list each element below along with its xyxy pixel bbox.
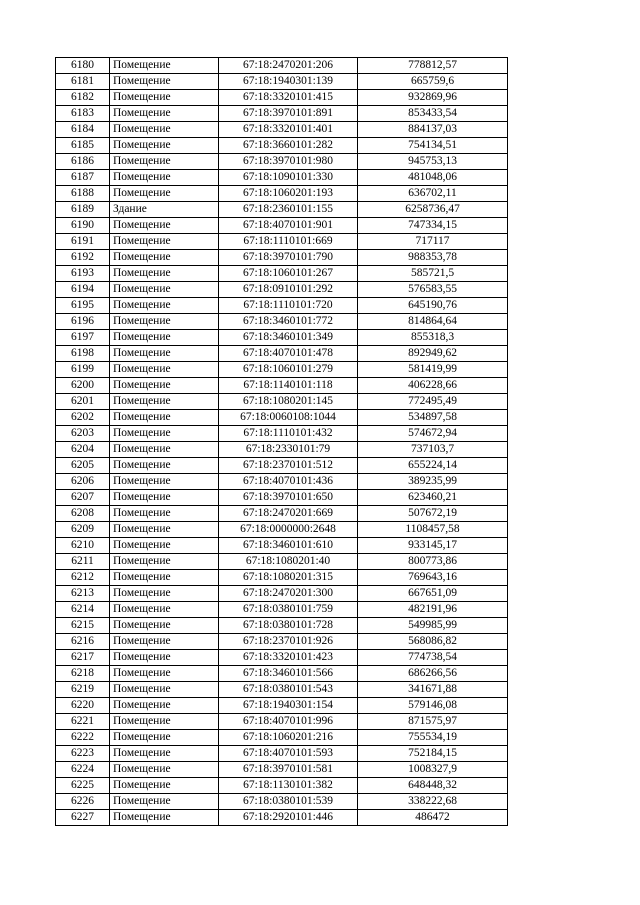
object-type-cell: Помещение: [110, 362, 219, 378]
row-number-cell: 6220: [56, 698, 110, 714]
table-row: [56, 458, 508, 474]
row-number-cell: 6227: [56, 810, 110, 826]
row-number-cell: 6200: [56, 378, 110, 394]
table-row: [56, 154, 508, 170]
row-number-cell: 6210: [56, 538, 110, 554]
value-cell: 1008327,9: [358, 762, 508, 778]
value-cell: 754134,51: [358, 138, 508, 154]
object-type-cell: Помещение: [110, 762, 219, 778]
value-cell: 406228,66: [358, 378, 508, 394]
table-row: [56, 234, 508, 250]
object-type-cell: Помещение: [110, 346, 219, 362]
value-cell: 747334,15: [358, 218, 508, 234]
row-number-cell: 6215: [56, 618, 110, 634]
row-number-cell: 6225: [56, 778, 110, 794]
cadastral-number-cell: 67:18:4070101:478: [219, 346, 358, 362]
row-number-cell: 6224: [56, 762, 110, 778]
row-number-cell: 6184: [56, 122, 110, 138]
table-row: [56, 538, 508, 554]
table-row: [56, 282, 508, 298]
row-number-cell: 6202: [56, 410, 110, 426]
cadastral-number-cell: 67:18:3320101:401: [219, 122, 358, 138]
value-cell: 814864,64: [358, 314, 508, 330]
cadastral-number-cell: 67:18:2370101:926: [219, 634, 358, 650]
cadastral-number-cell: 67:18:1110101:720: [219, 298, 358, 314]
table-row: [56, 810, 508, 826]
table-row: [56, 58, 508, 74]
row-number-cell: 6191: [56, 234, 110, 250]
table-row: [56, 618, 508, 634]
table-row: [56, 74, 508, 90]
object-type-cell: Помещение: [110, 426, 219, 442]
object-type-cell: Помещение: [110, 522, 219, 538]
object-type-cell: Здание: [110, 202, 219, 218]
table-row: [56, 394, 508, 410]
object-type-cell: Помещение: [110, 410, 219, 426]
cadastral-number-cell: 67:18:3460101:610: [219, 538, 358, 554]
table-row: [56, 410, 508, 426]
object-type-cell: Помещение: [110, 298, 219, 314]
row-number-cell: 6193: [56, 266, 110, 282]
cadastral-number-cell: 67:18:0380101:728: [219, 618, 358, 634]
table-body: [56, 58, 508, 826]
table-row: [56, 570, 508, 586]
value-cell: 778812,57: [358, 58, 508, 74]
cadastral-number-cell: 67:18:2470201:206: [219, 58, 358, 74]
row-number-cell: 6194: [56, 282, 110, 298]
row-number-cell: 6198: [56, 346, 110, 362]
value-cell: 507672,19: [358, 506, 508, 522]
table-row: [56, 586, 508, 602]
object-type-cell: Помещение: [110, 266, 219, 282]
table-row: [56, 266, 508, 282]
object-type-cell: Помещение: [110, 506, 219, 522]
value-cell: 755534,19: [358, 730, 508, 746]
table-row: [56, 666, 508, 682]
row-number-cell: 6207: [56, 490, 110, 506]
row-number-cell: 6201: [56, 394, 110, 410]
cadastral-number-cell: 67:18:3460101:566: [219, 666, 358, 682]
value-cell: 486472: [358, 810, 508, 826]
cadastral-number-cell: 67:18:3970101:980: [219, 154, 358, 170]
cadastral-number-cell: 67:18:3320101:423: [219, 650, 358, 666]
object-type-cell: Помещение: [110, 746, 219, 762]
table-row: [56, 106, 508, 122]
object-type-cell: Помещение: [110, 170, 219, 186]
cadastral-number-cell: 67:18:1060201:193: [219, 186, 358, 202]
row-number-cell: 6214: [56, 602, 110, 618]
value-cell: 737103,7: [358, 442, 508, 458]
cadastral-number-cell: 67:18:1080201:315: [219, 570, 358, 586]
object-type-cell: Помещение: [110, 218, 219, 234]
object-type-cell: Помещение: [110, 154, 219, 170]
cadastral-number-cell: 67:18:0380101:759: [219, 602, 358, 618]
cadastral-number-cell: 67:18:1130101:382: [219, 778, 358, 794]
cadastral-number-cell: 67:18:3970101:581: [219, 762, 358, 778]
cadastral-number-cell: 67:18:1080201:145: [219, 394, 358, 410]
value-cell: 800773,86: [358, 554, 508, 570]
row-number-cell: 6187: [56, 170, 110, 186]
table-row: [56, 138, 508, 154]
value-cell: 568086,82: [358, 634, 508, 650]
table-row: [56, 122, 508, 138]
row-number-cell: 6209: [56, 522, 110, 538]
table-row: [56, 298, 508, 314]
value-cell: 853433,54: [358, 106, 508, 122]
value-cell: 774738,54: [358, 650, 508, 666]
value-cell: 1108457,58: [358, 522, 508, 538]
object-type-cell: Помещение: [110, 650, 219, 666]
value-cell: 686266,56: [358, 666, 508, 682]
value-cell: 338222,68: [358, 794, 508, 810]
row-number-cell: 6222: [56, 730, 110, 746]
value-cell: 655224,14: [358, 458, 508, 474]
object-type-cell: Помещение: [110, 794, 219, 810]
cadastral-number-cell: 67:18:1060201:216: [219, 730, 358, 746]
row-number-cell: 6189: [56, 202, 110, 218]
object-type-cell: Помещение: [110, 138, 219, 154]
value-cell: 623460,21: [358, 490, 508, 506]
object-type-cell: Помещение: [110, 394, 219, 410]
value-cell: 6258736,47: [358, 202, 508, 218]
row-number-cell: 6218: [56, 666, 110, 682]
value-cell: 932869,96: [358, 90, 508, 106]
cadastral-number-cell: 67:18:1110101:432: [219, 426, 358, 442]
value-cell: 855318,3: [358, 330, 508, 346]
object-type-cell: Помещение: [110, 458, 219, 474]
value-cell: 482191,96: [358, 602, 508, 618]
table-row: [56, 522, 508, 538]
object-type-cell: Помещение: [110, 730, 219, 746]
cadastral-number-cell: 67:18:1080201:40: [219, 554, 358, 570]
row-number-cell: 6223: [56, 746, 110, 762]
value-cell: 549985,99: [358, 618, 508, 634]
table-row: [56, 506, 508, 522]
row-number-cell: 6208: [56, 506, 110, 522]
object-type-cell: Помещение: [110, 74, 219, 90]
object-type-cell: Помещение: [110, 778, 219, 794]
cadastral-number-cell: 67:18:3460101:772: [219, 314, 358, 330]
value-cell: 988353,78: [358, 250, 508, 266]
table-row: [56, 634, 508, 650]
row-number-cell: 6203: [56, 426, 110, 442]
row-number-cell: 6219: [56, 682, 110, 698]
cadastral-number-cell: 67:18:0060108:1044: [219, 410, 358, 426]
table-row: [56, 90, 508, 106]
object-type-cell: Помещение: [110, 666, 219, 682]
value-cell: 871575,97: [358, 714, 508, 730]
cadastral-number-cell: 67:18:2920101:446: [219, 810, 358, 826]
object-type-cell: Помещение: [110, 570, 219, 586]
row-number-cell: 6195: [56, 298, 110, 314]
cadastral-number-cell: 67:18:1110101:669: [219, 234, 358, 250]
object-type-cell: Помещение: [110, 714, 219, 730]
value-cell: 636702,11: [358, 186, 508, 202]
object-type-cell: Помещение: [110, 554, 219, 570]
table-row: [56, 698, 508, 714]
object-type-cell: Помещение: [110, 586, 219, 602]
cadastral-number-cell: 67:18:2370101:512: [219, 458, 358, 474]
cadastral-number-cell: 67:18:2470201:300: [219, 586, 358, 602]
table-row: [56, 426, 508, 442]
object-type-cell: Помещение: [110, 58, 219, 74]
value-cell: 892949,62: [358, 346, 508, 362]
object-type-cell: Помещение: [110, 314, 219, 330]
row-number-cell: 6204: [56, 442, 110, 458]
cadastral-number-cell: 67:18:3460101:349: [219, 330, 358, 346]
cadastral-number-cell: 67:18:2470201:669: [219, 506, 358, 522]
table-row: [56, 170, 508, 186]
cadastral-number-cell: 67:18:2330101:79: [219, 442, 358, 458]
value-cell: 717117: [358, 234, 508, 250]
cadastral-number-cell: 67:18:1090101:330: [219, 170, 358, 186]
object-type-cell: Помещение: [110, 250, 219, 266]
object-type-cell: Помещение: [110, 122, 219, 138]
value-cell: 645190,76: [358, 298, 508, 314]
row-number-cell: 6183: [56, 106, 110, 122]
row-number-cell: 6185: [56, 138, 110, 154]
cadastral-number-cell: 67:18:3320101:415: [219, 90, 358, 106]
row-number-cell: 6197: [56, 330, 110, 346]
object-type-cell: Помещение: [110, 282, 219, 298]
cadastral-number-cell: 67:18:4070101:436: [219, 474, 358, 490]
table-row: [56, 250, 508, 266]
value-cell: 581419,99: [358, 362, 508, 378]
value-cell: 341671,88: [358, 682, 508, 698]
cadastral-number-cell: 67:18:1140101:118: [219, 378, 358, 394]
cadastral-number-cell: 67:18:4070101:996: [219, 714, 358, 730]
value-cell: 769643,16: [358, 570, 508, 586]
object-type-cell: Помещение: [110, 602, 219, 618]
table-row: [56, 602, 508, 618]
object-type-cell: Помещение: [110, 698, 219, 714]
object-type-cell: Помещение: [110, 106, 219, 122]
value-cell: 752184,15: [358, 746, 508, 762]
row-number-cell: 6206: [56, 474, 110, 490]
object-type-cell: Помещение: [110, 490, 219, 506]
value-cell: 585721,5: [358, 266, 508, 282]
object-type-cell: Помещение: [110, 810, 219, 826]
value-cell: 534897,58: [358, 410, 508, 426]
object-type-cell: Помещение: [110, 474, 219, 490]
row-number-cell: 6217: [56, 650, 110, 666]
table-row: [56, 554, 508, 570]
cadastral-number-cell: 67:18:0380101:539: [219, 794, 358, 810]
cadastral-number-cell: 67:18:3970101:790: [219, 250, 358, 266]
cadastral-number-cell: 67:18:3660101:282: [219, 138, 358, 154]
row-number-cell: 6192: [56, 250, 110, 266]
row-number-cell: 6226: [56, 794, 110, 810]
table-row: [56, 378, 508, 394]
table-row: [56, 650, 508, 666]
row-number-cell: 6180: [56, 58, 110, 74]
table-row: [56, 362, 508, 378]
cadastral-number-cell: 67:18:3970101:650: [219, 490, 358, 506]
object-type-cell: Помещение: [110, 90, 219, 106]
table-row: [56, 474, 508, 490]
table-row: [56, 778, 508, 794]
value-cell: 884137,03: [358, 122, 508, 138]
value-cell: 667651,09: [358, 586, 508, 602]
object-type-cell: Помещение: [110, 234, 219, 250]
row-number-cell: 6221: [56, 714, 110, 730]
cadastral-number-cell: 67:18:3970101:891: [219, 106, 358, 122]
table-row: [56, 762, 508, 778]
value-cell: 945753,13: [358, 154, 508, 170]
cadastral-number-cell: 67:18:2360101:155: [219, 202, 358, 218]
row-number-cell: 6211: [56, 554, 110, 570]
value-cell: 648448,32: [358, 778, 508, 794]
table-row: [56, 794, 508, 810]
row-number-cell: 6186: [56, 154, 110, 170]
cadastral-number-cell: 67:18:1060101:279: [219, 362, 358, 378]
table-row: [56, 330, 508, 346]
row-number-cell: 6216: [56, 634, 110, 650]
object-type-cell: Помещение: [110, 186, 219, 202]
cadastral-number-cell: 67:18:4070101:901: [219, 218, 358, 234]
table-row: [56, 346, 508, 362]
value-cell: 481048,06: [358, 170, 508, 186]
object-type-cell: Помещение: [110, 330, 219, 346]
table-row: [56, 714, 508, 730]
table-row: [56, 490, 508, 506]
document-table: [55, 57, 508, 826]
table-row: [56, 730, 508, 746]
row-number-cell: 6182: [56, 90, 110, 106]
value-cell: 389235,99: [358, 474, 508, 490]
object-type-cell: Помещение: [110, 378, 219, 394]
value-cell: 665759,6: [358, 74, 508, 90]
row-number-cell: 6188: [56, 186, 110, 202]
table-row: [56, 186, 508, 202]
table-row: [56, 218, 508, 234]
table-row: [56, 682, 508, 698]
table-row: [56, 746, 508, 762]
value-cell: 574672,94: [358, 426, 508, 442]
row-number-cell: 6199: [56, 362, 110, 378]
object-type-cell: Помещение: [110, 634, 219, 650]
table-row: [56, 314, 508, 330]
row-number-cell: 6213: [56, 586, 110, 602]
object-type-cell: Помещение: [110, 538, 219, 554]
cadastral-number-cell: 67:18:4070101:593: [219, 746, 358, 762]
value-cell: 576583,55: [358, 282, 508, 298]
row-number-cell: 6212: [56, 570, 110, 586]
object-type-cell: Помещение: [110, 618, 219, 634]
cadastral-number-cell: 67:18:0380101:543: [219, 682, 358, 698]
cadastral-number-cell: 67:18:1940301:139: [219, 74, 358, 90]
row-number-cell: 6205: [56, 458, 110, 474]
object-type-cell: Помещение: [110, 682, 219, 698]
object-type-cell: Помещение: [110, 442, 219, 458]
cadastral-number-cell: 67:18:0000000:2648: [219, 522, 358, 538]
value-cell: 933145,17: [358, 538, 508, 554]
row-number-cell: 6190: [56, 218, 110, 234]
row-number-cell: 6181: [56, 74, 110, 90]
value-cell: 772495,49: [358, 394, 508, 410]
row-number-cell: 6196: [56, 314, 110, 330]
cadastral-number-cell: 67:18:1060101:267: [219, 266, 358, 282]
table-row: [56, 442, 508, 458]
cadastral-number-cell: 67:18:1940301:154: [219, 698, 358, 714]
value-cell: 579146,08: [358, 698, 508, 714]
table-row: [56, 202, 508, 218]
cadastral-number-cell: 67:18:0910101:292: [219, 282, 358, 298]
